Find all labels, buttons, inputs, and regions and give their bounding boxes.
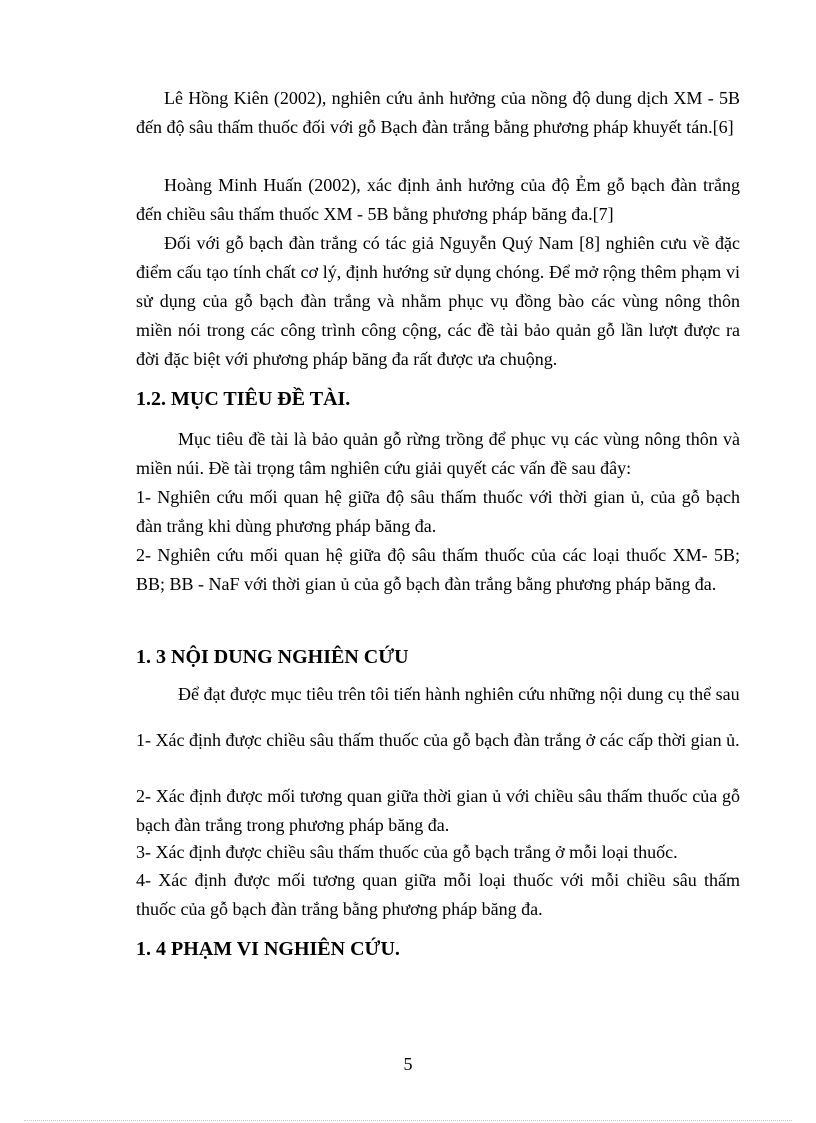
section-heading-1-2: 1.2. MỤC TIÊU ĐỀ TÀI. (136, 388, 351, 410)
page-number: 5 (403, 1054, 413, 1074)
section-1-2-intro: Mục tiêu đề tài là bảo quản gỗ rừng trồng để phục vụ các vùng nông thôn và miền núi. Đề tài trọng tâm nghiên cứu giải quyết các vấn đề sau đây: (136, 429, 740, 478)
section-1-3-item-1: 1- Xác định được chiều sâu thấm thuốc của gỗ bạch đàn trắng ở các cấp thời gian ủ. (136, 730, 740, 750)
section-1-2-item-1: 1- Nghiên cứu mối quan hệ giữa độ sâu thấm thuốc với thời gian ủ, của gỗ bạch đàn trắng khi dùng phương pháp băng đa. (136, 487, 740, 536)
section-1-3-item-4: 4- Xác định được mối tương quan giữa mỗi loại thuốc với mỗi chiều sâu thấm thuốc của gỗ bạch đàn trắng bằng phương pháp băng đa. (136, 870, 740, 919)
paragraph-le-hong-kien: Lê Hồng Kiên (2002), nghiên cứu ảnh hưởng của nồng độ dung dịch XM - 5B đến độ sâu thấm thuốc đối với gỗ Bạch đàn trắng bằng phương pháp khuyết tán.[6] (136, 88, 740, 137)
section-heading-1-4: 1. 4 PHẠM VI NGHIÊN CỨU. (136, 938, 400, 960)
paragraph-hoang-minh-huan: Hoàng Minh Huấn (2002), xác định ảnh hưởng của độ Ẻm gỗ bạch đàn trắng đến chiều sâu thấm thuốc XM - 5B bằng phương pháp băng đa.[7] (136, 175, 740, 224)
section-1-3-item-3: 3- Xác định được chiều sâu thấm thuốc của gỗ bạch trắng ở mỗi loại thuốc. (136, 842, 678, 862)
paragraph-nguyen-quy-nam: Đối với gỗ bạch đàn trắng có tác giả Nguyễn Quý Nam [8] nghiên cưu về đặc điểm cấu tạo tính chất cơ lý, định hướng sử dụng chóng. Để mở rộng thêm phạm vi sử dụng của gỗ bạch đàn trắng và nhằm phục vụ đồng bào các vùng nông thôn miền nói trong các công trình công cộng, các đề tài bảo quản gỗ lần lượt được ra đời đặc biệt với phương pháp băng đa rất được ưa chuộng. (136, 233, 740, 369)
section-heading-1-3: 1. 3 NỘI DUNG NGHIÊN CỨU (136, 646, 409, 668)
section-1-3-intro: Để đạt được mục tiêu trên tôi tiến hành nghiên cứu những nội dung cụ thể sau (178, 684, 740, 704)
section-1-3-item-2: 2- Xác định được mối tương quan giữa thời gian ủ với chiều sâu thấm thuốc của gỗ bạch đàn trắng trong phương pháp băng đa. (136, 786, 740, 835)
section-1-2-item-2: 2- Nghiên cứu mối quan hệ giữa độ sâu thấm thuốc của các loại thuốc XM- 5B; BB; BB - NaF với thời gian ủ của gỗ bạch đàn trắng bằng phương pháp băng đa. (136, 545, 740, 594)
page-bottom-border (24, 1120, 792, 1121)
